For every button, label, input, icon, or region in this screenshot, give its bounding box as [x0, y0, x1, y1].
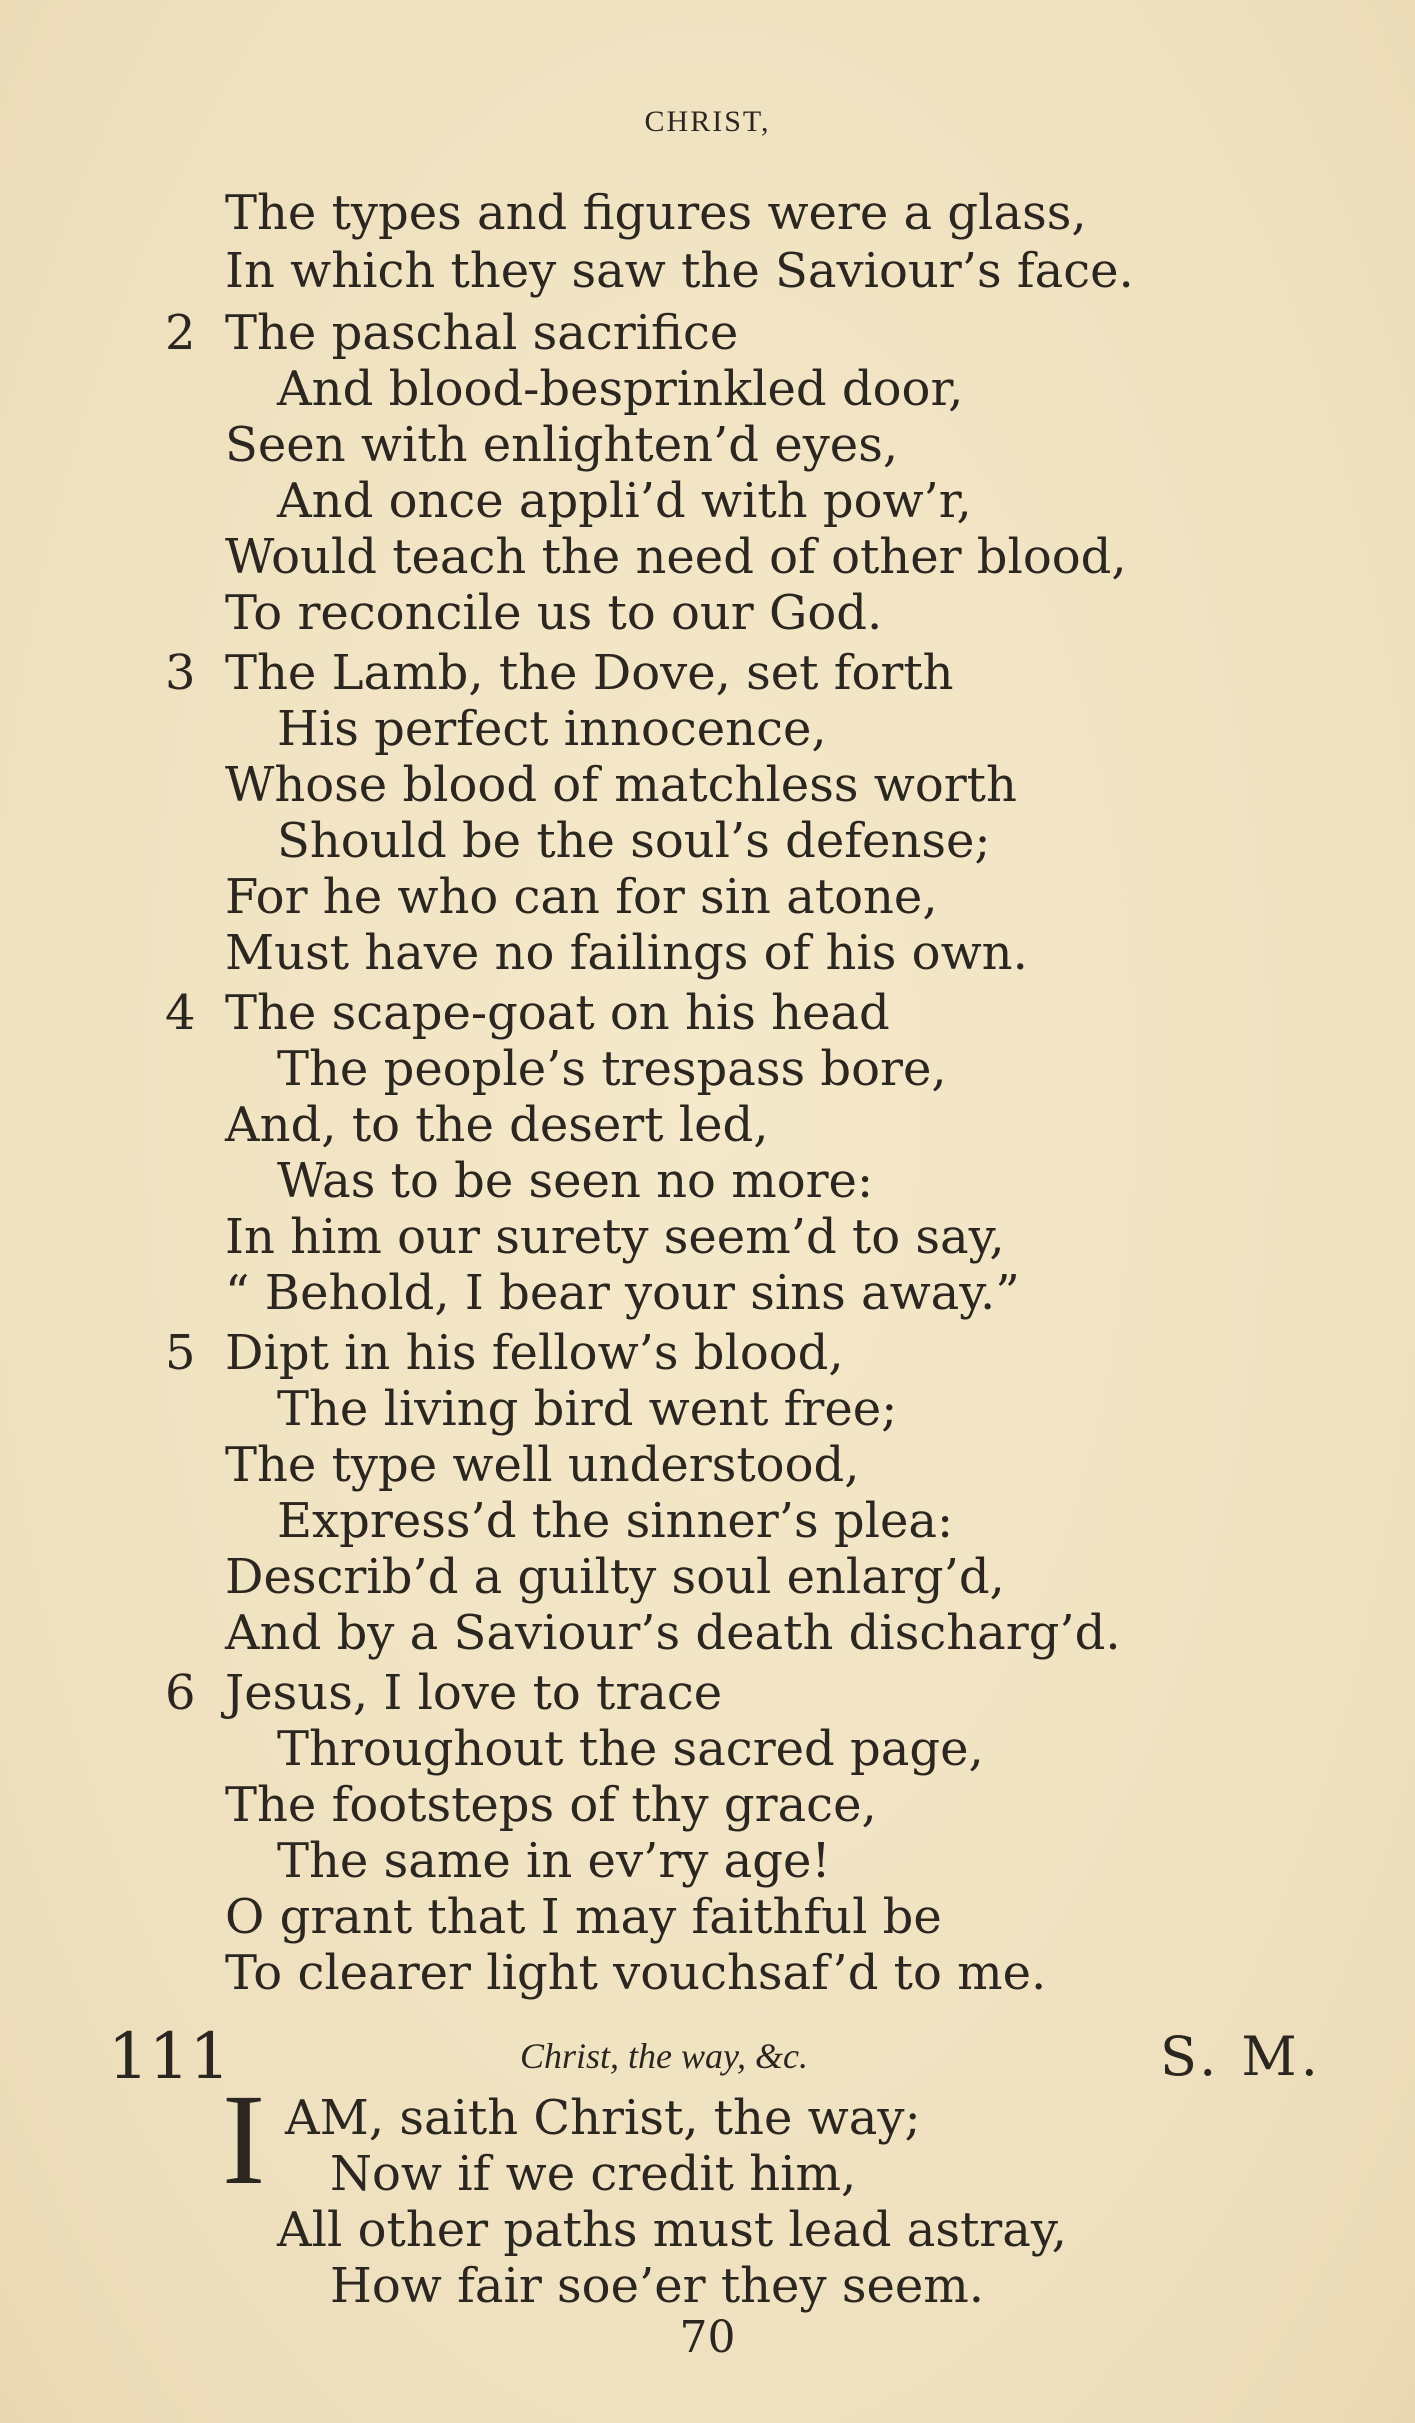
stanza-number: 4	[165, 985, 196, 1041]
poem-line: Was to be seen no more:	[277, 1153, 874, 1209]
poem-line: The Lamb, the Dove, set forth	[225, 645, 954, 701]
poem-line: The scape-goat on his head	[225, 985, 890, 1041]
poem-line: Now if we credit him,	[330, 2146, 857, 2202]
poem-line: O grant that I may faithful be	[225, 1889, 942, 1945]
poem-line: Should be the soul’s defense;	[277, 813, 991, 869]
poem-line: To clearer light vouchsaf’d to me.	[225, 1945, 1047, 2001]
stanza-number: 6	[165, 1665, 196, 1721]
drop-cap: I	[222, 2068, 266, 2212]
hymn-meter: S. M.	[1160, 2025, 1322, 2088]
poem-line: The types and figures were a glass,	[225, 185, 1087, 241]
poem-line: And by a Saviour’s death discharg’d.	[225, 1605, 1121, 1661]
poem-line: The living bird went free;	[277, 1381, 898, 1437]
poem-line: For he who can for sin atone,	[225, 869, 938, 925]
poem-line: In which they saw the Saviour’s face.	[225, 243, 1134, 299]
poem-line: Describ’d a guilty soul enlarg’d,	[225, 1549, 1005, 1605]
poem-line: “ Behold, I bear your sins away.”	[225, 1265, 1020, 1321]
poem-line: Whose blood of matchless worth	[225, 757, 1017, 813]
running-header: CHRIST,	[644, 105, 771, 138]
poem-line: Dipt in his fellow’s blood,	[225, 1325, 844, 1381]
poem-line: To reconcile us to our God.	[225, 585, 883, 641]
poem-line: The people’s trespass bore,	[277, 1041, 947, 1097]
hymn-title: Christ, the way, &c.	[520, 2036, 808, 2076]
poem-line: Express’d the sinner’s plea:	[277, 1493, 954, 1549]
poem-line: And, to the desert led,	[225, 1097, 769, 1153]
poem-line: And once appli’d with pow’r,	[277, 473, 972, 529]
poem-line: The paschal sacrifice	[225, 305, 739, 361]
stanza-number: 3	[165, 645, 196, 701]
hymn-number: 111	[108, 2020, 231, 2094]
poem-line: All other paths must lead astray,	[277, 2202, 1067, 2258]
poem-line: In him our surety seem’d to say,	[225, 1209, 1005, 1265]
poem-line: Jesus, I love to trace	[225, 1665, 723, 1721]
stanza-number: 2	[165, 305, 196, 361]
poem-line: Would teach the need of other blood,	[225, 529, 1127, 585]
poem-line: The footsteps of thy grace,	[225, 1777, 877, 1833]
poem-line: AM, saith Christ, the way;	[285, 2090, 921, 2146]
poem-line: And blood-besprinkled door,	[277, 361, 964, 417]
poem-line: His perfect innocence,	[277, 701, 827, 757]
poem-line: The same in ev’ry age!	[277, 1833, 831, 1889]
poem-line: The type well understood,	[225, 1437, 860, 1493]
stanza-number: 5	[165, 1325, 196, 1381]
poem-line: Seen with enlighten’d eyes,	[225, 417, 899, 473]
poem-line: How fair soe’er they seem.	[330, 2258, 985, 2314]
poem-line: Must have no failings of his own.	[225, 925, 1028, 981]
page-number: 70	[679, 2312, 736, 2363]
poem-line: Throughout the sacred page,	[277, 1721, 984, 1777]
